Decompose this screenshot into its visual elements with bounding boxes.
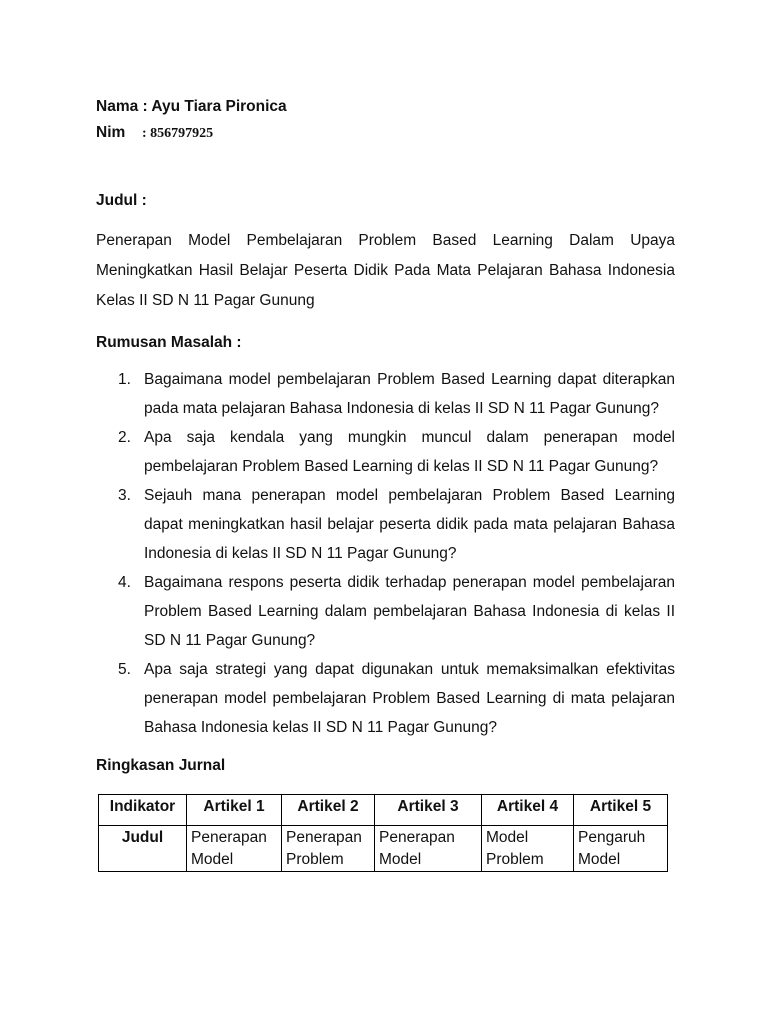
table-cell-line: Model: [578, 851, 621, 868]
table-row-label: Judul: [99, 826, 187, 872]
table-header-cell: Artikel 1: [187, 795, 282, 826]
list-item-number: 3.: [118, 487, 131, 504]
list-item-number: 5.: [118, 661, 131, 678]
table-row: [99, 826, 668, 872]
list-item-text: Bagaimana respons peserta didik terhadap penerapan model pembelajaran Problem Based Learning dalam pembelajaran Bahasa Indonesia di kelas II SD N 11 Pagar Gunung?: [144, 574, 675, 649]
student-name: Nama : Ayu Tiara Pironica: [96, 98, 287, 115]
table-cell-line: Pengaruh: [578, 829, 646, 846]
rumusan-heading: Rumusan Masalah :: [96, 334, 242, 351]
judul-heading: Judul :: [96, 192, 147, 209]
table-cell-line: Penerapan: [191, 829, 267, 846]
nim-label: Nim: [96, 124, 126, 141]
list-item-number: 2.: [118, 429, 131, 446]
table-cell-line: Problem: [486, 851, 544, 868]
list-item-text: Bagaimana model pembelajaran Problem Based Learning dapat diterapkan pada mata pelajaran Bahasa Indonesia di kelas II SD N 11 Pagar Gunung?: [144, 371, 675, 417]
table-cell: [375, 826, 482, 872]
nim-value: : 856797925: [142, 126, 214, 141]
document-page: [96, 94, 675, 872]
student-nim: [96, 120, 675, 147]
table-cell: [482, 826, 574, 872]
list-item-number: 1.: [118, 371, 131, 388]
table-header-cell: Artikel 4: [482, 795, 574, 826]
ringkasan-table: [98, 794, 668, 872]
table-cell-line: Model: [379, 851, 422, 868]
table-cell-line: Penerapan: [286, 829, 362, 846]
table-cell-line: Model: [191, 851, 234, 868]
table-header-cell: Artikel 2: [282, 795, 375, 826]
table-cell-line: Problem: [286, 851, 344, 868]
list-item: [96, 365, 675, 423]
list-item-text: Apa saja kendala yang mungkin muncul dalam penerapan model pembelajaran Problem Based Learning di kelas II SD N 11 Pagar Gunung?: [144, 429, 675, 475]
table-header-cell: Artikel 3: [375, 795, 482, 826]
table-header-cell: Artikel 5: [574, 795, 668, 826]
list-item: [96, 423, 675, 481]
table-cell: [187, 826, 282, 872]
list-item-number: 4.: [118, 574, 131, 591]
table-cell-line: Penerapan: [379, 829, 455, 846]
table-cell-line: Model: [486, 829, 529, 846]
table-cell: [574, 826, 668, 872]
list-item: [96, 568, 675, 655]
list-item: [96, 481, 675, 568]
table-header-row: [99, 795, 668, 826]
ringkasan-heading: Ringkasan Jurnal: [96, 757, 226, 774]
rumusan-list: [96, 365, 675, 742]
list-item: [96, 655, 675, 742]
table-header-cell: Indikator: [99, 795, 187, 826]
table-cell: [282, 826, 375, 872]
judul-text: Penerapan Model Pembelajaran Problem Based Learning Dalam Upaya Meningkatkan Hasil Belajar Peserta Didik Pada Mata Pelajaran Bahasa Indonesia Kelas II SD N 11 Pagar Gunung: [96, 232, 675, 309]
list-item-text: Apa saja strategi yang dapat digunakan untuk memaksimalkan efektivitas penerapan model pembelajaran Problem Based Learning di mata pelajaran Bahasa Indonesia kelas II SD N 11 Pagar Gunung?: [144, 661, 675, 736]
list-item-text: Sejauh mana penerapan model pembelajaran Problem Based Learning dapat meningkatkan hasil belajar peserta didik pada mata pelajaran Bahasa Indonesia di kelas II SD N 11 Pagar Gunung?: [144, 487, 675, 562]
